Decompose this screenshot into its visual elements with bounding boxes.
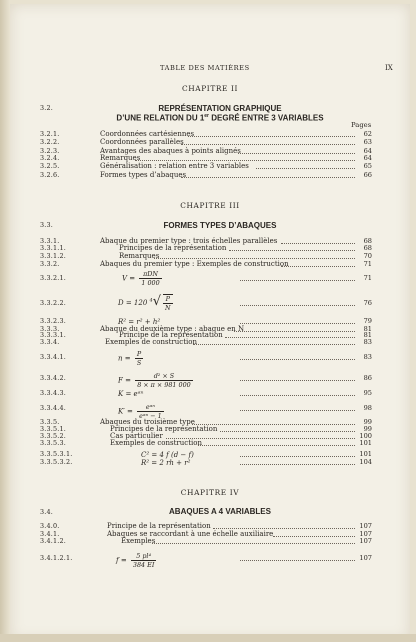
toc-entry-number: 3.2.2. xyxy=(40,138,60,146)
toc-entry-label: Principes de la représentation xyxy=(110,425,218,433)
toc-entry-number: 3.2.1. xyxy=(40,130,60,138)
toc-entry-number: 3.4.1.2.1. xyxy=(40,554,73,562)
toc-entry-page: 76 xyxy=(363,299,372,307)
leader-dots xyxy=(281,266,355,267)
toc-entry-page: 101 xyxy=(359,439,372,447)
toc-entry-page: 107 xyxy=(359,522,372,530)
toc-entry-3-3-5-3-2[interactable] xyxy=(10,458,410,466)
toc-entry-page: 95 xyxy=(363,389,372,397)
toc-entry-label: Exemples de construction xyxy=(105,338,197,346)
toc-entry-page: 107 xyxy=(359,537,372,545)
leader-dots xyxy=(240,380,355,381)
toc-entry-page: 64 xyxy=(363,154,372,162)
leader-dots xyxy=(229,250,355,251)
toc-entry-page: 71 xyxy=(363,274,372,282)
leader-dots xyxy=(240,410,355,411)
toc-entry-3-3-1-1[interactable] xyxy=(10,244,410,252)
toc-entry-page: 99 xyxy=(363,425,372,433)
toc-entry-label: Principes de la représentation xyxy=(119,244,227,252)
running-header-title: TABLE DES MATIÈRES xyxy=(160,64,250,72)
toc-entry-label: Remarques xyxy=(100,154,141,162)
toc-entry-number: 3.3.5.3.1. xyxy=(40,450,73,458)
formula-3-4-1-2-1: f = $\frac{\text{5 pl⁴}}{384 EI}$ xyxy=(116,552,155,569)
section-number-3-2: 3.2. xyxy=(40,104,53,112)
toc-entry-page: 63 xyxy=(363,138,372,146)
toc-entry-label: Avantages des abaques à points alignés xyxy=(100,147,241,155)
toc-entry-page: 81 xyxy=(363,325,372,333)
running-header-page-number: IX xyxy=(385,64,393,72)
formula-3-3-5-3-1: C² = 4 f (d − f) xyxy=(141,451,194,459)
toc-entry-label: Généralisation : relation entre 3 variables xyxy=(100,162,249,170)
formula-3-3-4-4: K′ = $\frac{\text{eᵅⁿ}}{\text{eᵅⁿ − 1}}$ xyxy=(118,403,162,420)
toc-entry-3-3-4-4[interactable] xyxy=(10,404,410,412)
chapter-ii-heading: CHAPITRE II xyxy=(181,84,238,93)
toc-entry-number: 3.3.2.1. xyxy=(40,274,66,282)
chapter-ii-title-line-1: REPRÉSENTATION GRAPHIQUE xyxy=(158,104,282,113)
toc-entry-label: Remarques xyxy=(119,252,160,260)
toc-entry-3-3-4-3[interactable] xyxy=(10,389,410,397)
leader-dots xyxy=(154,258,355,259)
toc-entry-page: 100 xyxy=(359,432,372,440)
toc-entry-number: 3.4.1.2. xyxy=(40,537,66,545)
toc-entry-3-3-1-2[interactable] xyxy=(10,252,410,260)
toc-entry-label: Abaque du premier type : trois échelles parallèles xyxy=(100,237,278,245)
toc-entry-label: Exemples de construction xyxy=(110,439,202,447)
toc-entry-page: 81 xyxy=(363,331,372,339)
chapter-iv-heading: CHAPITRE IV xyxy=(180,488,240,497)
leader-dots xyxy=(181,177,355,178)
formula-3-3-4-2: F = $\frac{\text{d² × S}}{8 \times \pi \times 981 000}$ xyxy=(118,372,191,389)
pages-column-label: Pages xyxy=(351,121,372,129)
toc-entry-number: 3.3.1.1. xyxy=(40,244,66,252)
toc-entry-page: 104 xyxy=(359,458,372,466)
toc-entry-page: 83 xyxy=(363,338,372,346)
chapter-iv-title: ABAQUES A 4 VARIABLES xyxy=(169,507,271,516)
toc-entry-3-2-2[interactable] xyxy=(10,138,410,146)
toc-entry-page: 65 xyxy=(363,162,372,170)
toc-entry-page: 86 xyxy=(363,374,372,382)
toc-entry-label: Exemples xyxy=(121,537,156,545)
toc-entry-number: 3.3.2. xyxy=(40,260,60,268)
toc-entry-page: 70 xyxy=(363,252,372,260)
toc-entry-number: 3.3.4. xyxy=(40,338,60,346)
toc-entry-number: 3.2.4. xyxy=(40,154,60,162)
toc-entry-3-4-0[interactable] xyxy=(10,522,410,530)
toc-entry-page: 62 xyxy=(363,130,372,138)
toc-entry-page: 99 xyxy=(363,418,372,426)
book-page xyxy=(10,4,410,640)
toc-entry-label: Principe de la représentation xyxy=(107,522,211,530)
leader-dots xyxy=(152,543,355,544)
chapter-iii-title: FORMES TYPES D’ABAQUES xyxy=(163,221,277,230)
leader-dots xyxy=(240,280,355,281)
toc-entry-number: 3.3.2.2. xyxy=(40,299,66,307)
toc-entry-label: Abaques du troisième type xyxy=(100,418,195,426)
book-spine-shadow xyxy=(0,0,10,642)
toc-entry-number: 3.4.1. xyxy=(40,530,60,538)
toc-entry-label: Abaques se raccordant à une échelle auxiliaire xyxy=(107,530,274,538)
toc-entry-number: 3.2.5. xyxy=(40,162,60,170)
toc-entry-page: 71 xyxy=(363,260,372,268)
leader-dots xyxy=(135,160,355,161)
toc-entry-number: 3.3.1. xyxy=(40,237,60,245)
toc-entry-3-3-2[interactable] xyxy=(10,260,410,268)
page-bottom-edge xyxy=(0,634,416,642)
formula-3-3-2-2: D = 120 $^4$√ $\frac{P}{N}$ xyxy=(118,294,171,312)
toc-entry-3-3-5-3-1[interactable] xyxy=(10,450,410,458)
toc-entry-number: 3.3.4.1. xyxy=(40,353,66,361)
toc-entry-number: 3.3.4.3. xyxy=(40,389,66,397)
toc-entry-number: 3.3.5. xyxy=(40,418,60,426)
formula-3-3-5-3-2: R² = 2 rh + r² xyxy=(141,459,191,467)
toc-entry-3-2-4[interactable] xyxy=(10,154,410,162)
toc-entry-page: 64 xyxy=(363,147,372,155)
leader-dots xyxy=(240,359,355,360)
chapter-ii-title-line-2: D’UNE RELATION DU 1er DEGRÉ ENTRE 3 VARIABLES xyxy=(116,113,324,123)
toc-entry-number: 3.3.5.2. xyxy=(40,432,66,440)
toc-entry-label: Principe de la représentation xyxy=(119,331,223,339)
toc-entry-number: 3.3.4.4. xyxy=(40,404,66,412)
toc-entry-3-3-4-2[interactable] xyxy=(10,374,410,382)
toc-entry-3-4-1-2-1[interactable] xyxy=(10,554,410,562)
toc-entry-number: 3.3.5.3.2. xyxy=(40,458,73,466)
leader-dots xyxy=(240,323,355,324)
toc-entry-label: Coordonnées cartésiennes xyxy=(100,130,195,138)
leader-dots xyxy=(240,464,355,465)
toc-entry-3-2-6[interactable] xyxy=(10,171,410,179)
toc-entry-label: Coordonnées parallèles xyxy=(100,138,184,146)
leader-dots xyxy=(198,445,355,446)
toc-entry-3-3-2-3[interactable] xyxy=(10,317,410,325)
chapter-iii-heading: CHAPITRE III xyxy=(180,201,240,210)
leader-dots xyxy=(213,528,355,529)
toc-entry-page: 107 xyxy=(359,530,372,538)
leader-dots xyxy=(240,560,355,561)
toc-entry-page: 101 xyxy=(359,450,372,458)
leader-dots xyxy=(181,144,355,145)
toc-entry-3-4-1-2[interactable] xyxy=(10,537,410,545)
leader-dots xyxy=(256,168,355,169)
toc-entry-3-3-5-3[interactable] xyxy=(10,439,410,447)
toc-entry-page: 68 xyxy=(363,244,372,252)
toc-entry-page: 66 xyxy=(363,171,372,179)
toc-entry-page: 83 xyxy=(363,353,372,361)
toc-entry-3-2-1[interactable] xyxy=(10,130,410,138)
toc-entry-3-2-5[interactable] xyxy=(10,162,410,170)
toc-entry-label: Formes types d’abaques xyxy=(100,171,187,179)
toc-entry-number: 3.2.6. xyxy=(40,171,60,179)
toc-entry-number: 3.3.5.1. xyxy=(40,425,66,433)
toc-entry-number: 3.3.5.3. xyxy=(40,439,66,447)
toc-entry-label: Abaques du premier type : Exemples de construction xyxy=(100,260,289,268)
toc-entry-number: 3.3.2.3. xyxy=(40,317,66,325)
leader-dots xyxy=(240,456,355,457)
toc-entry-number: 3.3.4.2. xyxy=(40,374,66,382)
toc-entry-3-3-2-1[interactable] xyxy=(10,274,410,282)
leader-dots xyxy=(188,136,355,137)
formula-3-3-2-1: V = $\frac{\text{πDN}}{1 000}$ xyxy=(122,270,160,287)
formula-3-3-4-1: n = $\frac{P}{S}$ xyxy=(118,350,142,367)
formula-3-3-2-3: R² = r² + h² xyxy=(118,318,161,326)
formula-3-3-4-3: K = eᵅⁿ xyxy=(118,390,144,398)
toc-entry-page: 79 xyxy=(363,317,372,325)
toc-entry-number: 3.4.0. xyxy=(40,522,60,530)
toc-entry-number: 3.3.3.1. xyxy=(40,331,66,339)
leader-dots xyxy=(240,395,355,396)
toc-entry-page: 98 xyxy=(363,404,372,412)
section-number-3-3: 3.3. xyxy=(40,221,53,229)
leader-dots xyxy=(193,344,355,345)
toc-entry-number: 3.3.3. xyxy=(40,325,60,333)
toc-entry-3-3-4[interactable] xyxy=(10,338,410,346)
toc-entry-3-3-2-2[interactable] xyxy=(10,299,410,307)
toc-entry-label: Cas particulier xyxy=(110,432,163,440)
toc-entry-page: 107 xyxy=(359,554,372,562)
toc-entry-number: 3.2.3. xyxy=(40,147,60,155)
leader-dots xyxy=(240,305,355,306)
toc-entry-label: Abaque du deuxième type : abaque en N xyxy=(100,325,245,333)
section-number-3-4: 3.4. xyxy=(40,508,53,516)
toc-entry-page: 68 xyxy=(363,237,372,245)
toc-entry-3-3-4-1[interactable] xyxy=(10,353,410,361)
toc-entry-number: 3.3.1.2. xyxy=(40,252,66,260)
